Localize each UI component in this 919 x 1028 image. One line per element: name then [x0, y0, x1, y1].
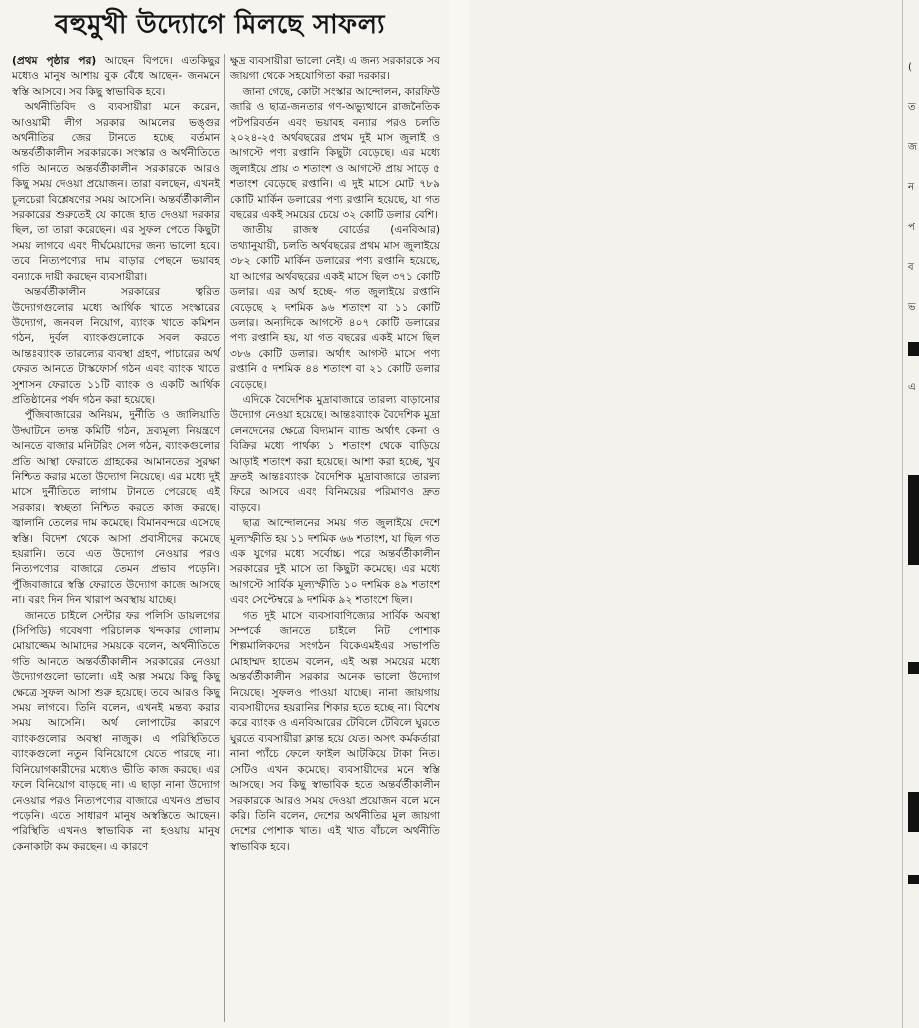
adjacent-page-edge	[450, 0, 917, 1028]
paragraph: জানতে চাইলে সেন্টার ফর পলিসি ডায়লগের (সিপিডি) গবেষণা পরিচালক খন্দকার গোলাম মোয়াজ্জেম আমাদের সময়কে বলেন, অর্থনীতিতে গতি আনতে অন্তর্বর্তীকালীন সরকারের নেওয়া উদ্যোগগুলো ভালো। এই অল্প সময়ে কিছু কিছু ক্ষেত্রে সুফল আসা শুরু হয়েছে। তবে আরও কিছু সময় লাগবে। তিনি বলেন, এখনই মন্তব্য করার সময় আসেনি। অর্থ লোপাটের কারণে ব্যাংকগুলোর অবস্থা নাজুক। এ পরিস্থিতিতে ব্যাংকগুলো নতুন বিনিয়োগে যেতে পারছে না। বিনিয়োগকারীদের মধ্যেও ভীতি কাজ করছে। এর ফলে বিনিয়োগ বাড়ছে না। এ ছাড়া নানা উদ্যোগ নেওয়ার পরও নিত্যপণ্যের বাজারে এখনও প্রভাব পড়েনি। এতে সাধারণ মানুষ অস্বস্তিতে আছেন। পরিস্থিতি এখনও স্বাভাবিক না হওয়ায় মানুষ কেনাকাটা কম করছেন। এ কারণে	[12, 609, 220, 853]
headline: বহুমুখী উদ্যোগে মিলছে সাফল্য	[54, 10, 386, 40]
continuation-lead: (প্রথম পৃষ্ঠার পর)	[12, 55, 97, 67]
edge-block	[908, 475, 919, 565]
edge-glyph: প	[908, 222, 915, 233]
paragraph	[12, 54, 220, 100]
edge-glyph: ত	[908, 102, 916, 113]
edge-block	[908, 342, 919, 356]
paragraph: পুঁজিবাজারের অনিয়ম, দুর্নীতি ও জালিয়াতি উদ্ঘাটনে তদন্ত কমিটি গঠন, দ্রব্যমূল্য নিয়ন্ত্রণে আনতে বাজার মনিটরিং সেল গঠন, ব্যাংকগুলোর প্রতি আস্থা ফেরাতে গ্রাহকের আমানতের সুরক্ষা নিশ্চিত করার মতো উদ্যোগ নিয়েছে। এর মধ্যে দুই মাসে দুর্নীতিতে লাগাম টানতে পেরেছে এই সরকার। স্বচ্ছতা নিশ্চিত করতে কাজ করছে। জ্বালানি তেলের দাম কমেছে। বিমানবন্দরে এসেছে স্বস্তি। বিদেশ থেকে আসা প্রবাসীদের কমেছে হয়রানি। তবে এত উদ্যোগ নেওয়ার পরও নিত্যপণ্যের বাজারে তেমন প্রভাব পড়েনি। পুঁজিবাজারে স্বস্তি ফেরাতে উদ্যোগ কাজে আসছে না। বরং দিন দিন খারাপ অবস্থায় যাচ্ছে।	[12, 409, 220, 607]
edge-glyph: ব	[908, 262, 914, 273]
edge-divider	[902, 0, 903, 1028]
paragraph: গত দুই মাসে ব্যবসাবাণিজ্যের সার্বিক অবস্থা সম্পর্কে জানতে চাইলে নিট পোশাক শিল্পমালিকদের সংগঠন বিকেএমইএর সভাপতি মোহাম্মদ হাতেম বলেন, এই অল্প সময়ের মধ্যে অন্তর্বর্তীকালীন সরকার অনেক ভালো উদ্যোগ নিয়েছে। সুফলও পাওয়া যাচ্ছে। নানা জায়গায় ব্যবসায়ীদের হয়রানির শিকার হতে হচ্ছে না। বিশেষ করে ব্যাংক ও এনবিআরের টেবিলে টেবিলে ঘুরতে ঘুরতে ব্যবসায়ীরা ক্লান্ত হয়ে যেত। অসৎ কর্মকর্তারা নানা প্যাঁচে ফেলে ফাইল আটকিয়ে টাকা নিত। সেটিও এখন কমেছে। ব্যবসায়ীদের মনে স্বস্তি আসছে। সব কিছু স্বাভাবিক হতে অন্তর্বর্তীকালীন সরকারকে আরও সময় দেওয়া প্রয়োজন বলে মনে করি। তিনি বলেন, দেশের অর্থনীতির মূল জায়গা দেশের পোশাক খাত। এই খাত বাঁচলে অর্থনীতি স্বাভাবিক হবে।	[230, 609, 440, 853]
edge-glyph: ন	[908, 182, 914, 193]
article-column-left	[12, 54, 220, 1024]
paragraph-text: আছেন বিপদে। এতকিছুর মধ্যেও মানুষ আশায় বুক বেঁধে আছেন- জনমনে স্বস্তি আসবে। সব কিছু স্বাভাবিক হবে।	[12, 55, 220, 98]
edge-glyph: এ	[908, 382, 916, 393]
paragraph: এদিকে বৈদেশিক মুদ্রাবাজারে তারল্য বাড়ানোর উদ্যোগ নেওয়া হয়েছে। আন্তঃব্যাংক বৈদেশিক মুদ্রা লেনদেনের ক্ষেত্রে বিদ্যমান ব্যান্ড অর্থাৎ কেনা ও বিক্রির মধ্যে পার্থক্য ১ শতাংশ থেকে বাড়িয়ে আড়াই শতাংশ করা হয়েছে। আশা করা হচ্ছে, খুব দ্রুতই আন্তঃব্যাংক বৈদেশিক মুদ্রাবাজারে তারল্য ফিরে আসবে এবং বিনিময়ের পরিমাণও দ্রুত বাড়বে।	[230, 393, 440, 514]
edge-block	[908, 875, 919, 884]
paragraph: জানা গেছে, কোটা সংস্কার আন্দোলন, কারফিউ জারি ও ছাত্র-জনতার গণ-অভ্যুত্থানে রাজনৈতিক পটপরিবর্তন এবং ভয়াবহ বন্যার পরও চলতি ২০২৪-২৫ অর্থবছরের প্রথম দুই মাস জুলাই ও আগস্টে পণ্য রপ্তানি কিছুটা বেড়েছে। এর মধ্যে জুলাইয়ে প্রায় ৩ শতাংশ ও আগস্টে প্রায় সাড়ে ৫ শতাংশ বেড়েছে রপ্তানি। এ দুই মাসে মোট ৭৮৯ কোটি মার্কিন ডলারের পণ্য রপ্তানি হয়েছে, যা গত বছরের একই সময়ের চেয়ে ৩২ কোটি ডলার বেশি।	[230, 85, 440, 222]
edge-glyph: ভ	[908, 302, 916, 313]
edge-glyph: জ	[908, 142, 917, 153]
paragraph: জাতীয় রাজস্ব বোর্ডের (এনবিআর) তথ্যানুযায়ী, চলতি অর্থবছরের প্রথম মাস জুলাইয়ে ৩৮২ কোটি মার্কিন ডলারের পণ্য রপ্তানি হয়েছে, যা আগের অর্থবছরের একই মাসে ছিল ৩৭১ কোটি ডলার। এর অর্থ হচ্ছে- গত জুলাইয়ে রপ্তানি বেড়েছে ২ দশমিক ৯৬ শতাংশ বা ১১ কোটি ডলার। অন্যদিকে আগস্টে ৪০৭ কোটি ডলারের পণ্য রপ্তানি হয়, যা গত বছরের একই মাসে ছিল ৩৮৬ কোটি ডলার। অর্থাৎ আগস্ট মাসে পণ্য রপ্তানি ৫ দশমিক ৪৪ শতাংশ বা ২১ কোটি ডলার বেড়েছে।	[230, 224, 440, 391]
article-column-right	[230, 54, 440, 1024]
paragraph: অন্তর্বর্তীকালীন সরকারের ত্বরিত উদ্যোগগুলোর মধ্যে আর্থিক খাতে সংস্কারের উদ্যোগ, জনবল নিয়োগ, ব্যাংক খাতে কমিশন গঠন, দুর্বল ব্যাংকগুলোকে সবল করতে আন্তঃব্যাংক তারল্যের ব্যবস্থা গ্রহণ, পাচারের অর্থ ফেরত আনতে টাস্কফোর্স গঠন এবং ব্যাংক খাতে সুশাসন ফেরাতে ১১টি ব্যাংক ও একটি আর্থিক প্রতিষ্ঠানের পর্ষদ গঠন করা হয়েছে।	[12, 286, 220, 406]
edge-glyph: (	[908, 62, 912, 73]
paragraph: অর্থনীতিবিদ ও ব্যবসায়ীরা মনে করেন, আওয়ামী লীগ সরকার আমলের ভঙ্গুর অর্থনীতির জের টানতে হচ্ছে বর্তমান অন্তর্বর্তীকালীন সরকারকে। সংস্কার ও অর্থনীতিতে গতি আনতে অন্তর্বর্তীকালীন সরকারকে আরও কিছু সময় দেওয়া প্রয়োজন। তারা বলছেন, এখনই চূলচেরা বিশ্লেষণের সময় আসেনি। অন্তর্বর্তীকালীন সরকারের শুরুতেই যে কাজে হাত দেওয়া দরকার ছিল, তা তারা করেছেন। এর সুফল পেতে কিছুটা সময় লাগবে এবং দীর্ঘমেয়াদের জন্য ভালো হবে। তবে নিত্যপণ্যের দাম বাড়ার পেছনে ভয়াবহ বন্যাকে দায়ী করছেন ব্যবসায়ীরা।	[12, 101, 220, 283]
paragraph: ক্ষুদ্র ব্যবসায়ীরা ভালো নেই। এ জন্য সরকারকে সব জায়গা থেকে সহযোগিতা করা দরকার।	[230, 55, 440, 83]
paragraph: ছাত্র আন্দোলনের সময় গত জুলাইয়ে দেশে মূল্যস্ফীতি হয় ১১ দশমিক ৬৬ শতাংশ, যা ছিল গত এক যুগের মধ্যে সর্বোচ্চ। পরে অন্তর্বর্তীকালীন সরকারের দুই মাসে তা কিছুটা কমেছে। এর মধ্যে আগস্টে সার্বিক মূল্যস্ফীতি ১০ দশমিক ৪৯ শতাংশ এবং সেপ্টেম্বরে ৯ দশমিক ৯২ শতাংশে ছিল।	[230, 517, 440, 607]
edge-block	[908, 792, 919, 832]
edge-block	[908, 662, 919, 674]
column-divider	[224, 54, 225, 1022]
